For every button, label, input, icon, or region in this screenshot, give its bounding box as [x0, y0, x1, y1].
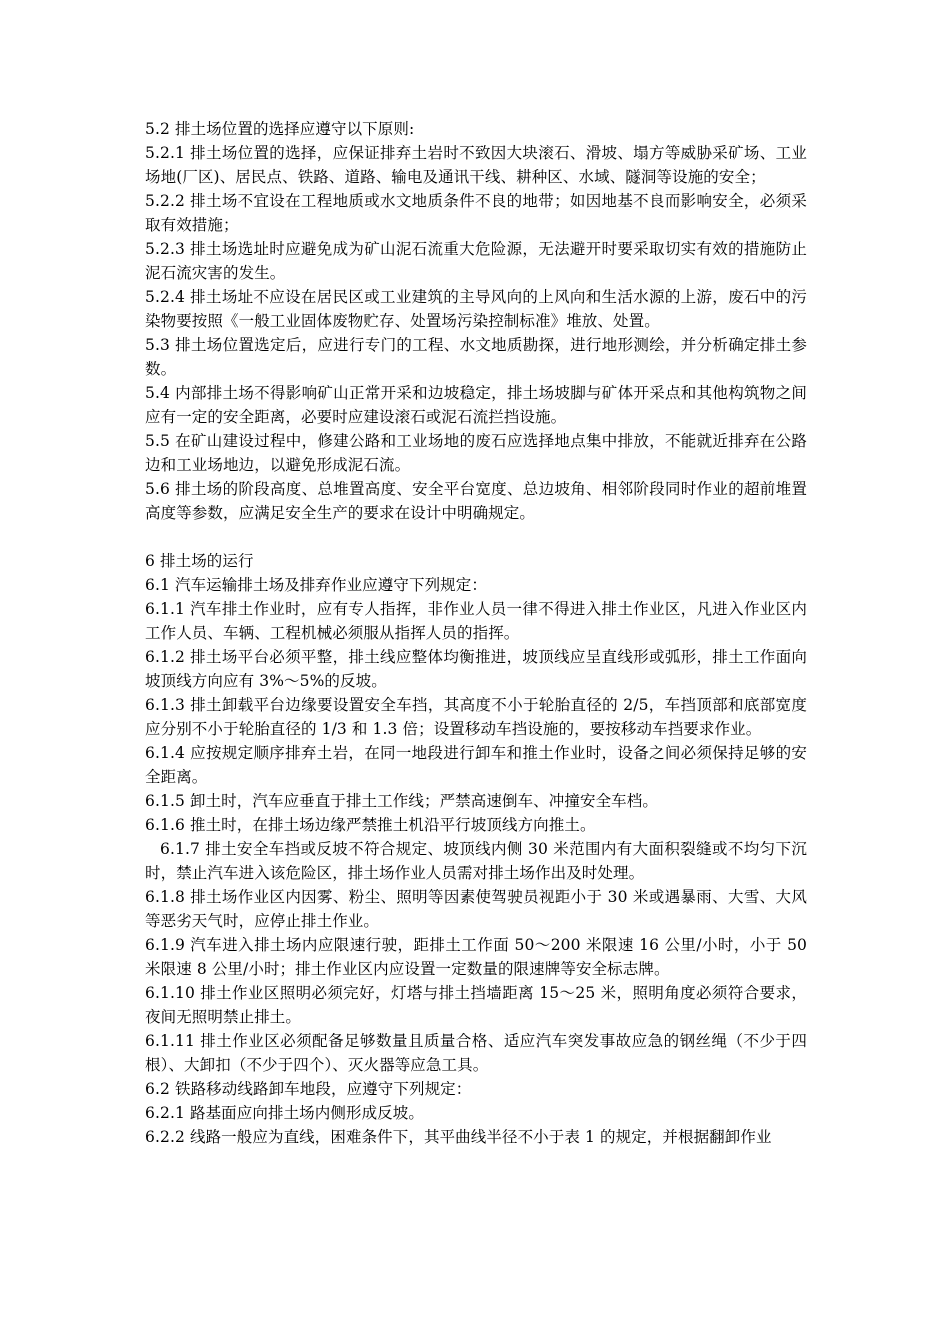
- paragraph-6-1-6: 6.1.6 推土时，在排土场边缘严禁推土机沿平行坡顶线方向推土。: [145, 816, 596, 834]
- paragraph-6-1-4: 6.1.4 应按规定顺序排弃土岩，在同一地段进行卸车和推土作业时，设备之间必须保持足够的安全距离。: [145, 744, 807, 786]
- paragraph-6-1-2: 6.1.2 排土场平台必须平整，排土线应整体均衡推进，坡顶线应呈直线形或弧形，排土工作面向坡顶线方向应有 3%～5%的反坡。: [145, 648, 807, 690]
- paragraph-5-2-3: 5.2.3 排土场选址时应避免成为矿山泥石流重大危险源，无法避开时要采取切实有效的措施防止泥石流灾害的发生。: [145, 240, 807, 282]
- paragraph-6-2: 6.2 铁路移动线路卸车地段，应遵守下列规定：: [145, 1080, 472, 1098]
- paragraph-5-3: 5.3 排土场位置选定后，应进行专门的工程、水文地质勘探，进行地形测绘，并分析确定排土参数。: [145, 336, 807, 378]
- section-spacer: [145, 525, 807, 549]
- paragraph-5-2-1: 5.2.1 排土场位置的选择，应保证排弃土岩时不致因大块滚石、滑坡、塌方等威胁采矿场、工业场地(厂区)、居民点、铁路、道路、输电及通讯干线、耕种区、水域、隧洞等设施的安全；: [145, 144, 807, 186]
- paragraph-6-1-8: 6.1.8 排土场作业区内因雾、粉尘、照明等因素使驾驶员视距小于 30 米或遇暴雨、大雪、大风等恶劣天气时，应停止排土作业。: [145, 888, 807, 930]
- paragraph-6-1-7: 6.1.7 排土安全车挡或反坡不符合规定、坡顶线内侧 30 米范围内有大面积裂缝或不均匀下沉时，禁止汽车进入该危险区，排土场作业人员需对排土场作出及时处理。: [145, 840, 807, 882]
- paragraph-6-2-1: 6.2.1 路基面应向排土场内侧形成反坡。: [145, 1104, 424, 1122]
- paragraph-6-1: 6.1 汽车运输排土场及排弃作业应遵守下列规定：: [145, 576, 487, 594]
- paragraph-5-4: 5.4 内部排土场不得影响矿山正常开采和边坡稳定，排土场坡脚与矿体开采点和其他构筑物之间应有一定的安全距离，必要时应建设滚石或泥石流拦挡设施。: [145, 384, 807, 426]
- paragraph-6-1-3: 6.1.3 排土卸载平台边缘要设置安全车挡，其高度不小于轮胎直径的 2/5，车挡顶部和底部宽度应分别不小于轮胎直径的 1/3 和 1.3 倍；设置移动车挡设施的，要按移动车挡要求作业。: [145, 696, 807, 738]
- paragraph-6-1-10: 6.1.10 排土作业区照明必须完好，灯塔与排土挡墙距离 15～25 米，照明角度必须符合要求，夜间无照明禁止排土。: [145, 984, 807, 1026]
- paragraph-5-2: 5.2 排土场位置的选择应遵守以下原则:: [145, 120, 415, 138]
- document-body: [145, 117, 807, 1149]
- section-heading-6: 6 排土场的运行: [145, 552, 254, 570]
- paragraph-6-1-9: 6.1.9 汽车进入排土场内应限速行驶，距排土工作面 50～200 米限速 16 公里/小时，小于 50 米限速 8 公里/小时；排土作业区内应设置一定数量的限速牌等安全标志牌。: [145, 936, 807, 978]
- paragraph-5-2-4: 5.2.4 排土场址不应设在居民区或工业建筑的主导风向的上风向和生活水源的上游，废石中的污染物要按照《一般工业固体废物贮存、处置场污染控制标准》堆放、处置。: [145, 288, 807, 330]
- paragraph-5-2-2: 5.2.2 排土场不宜设在工程地质或水文地质条件不良的地带；如因地基不良而影响安全，必须采取有效措施；: [145, 192, 807, 234]
- paragraph-6-1-1: 6.1.1 汽车排土作业时，应有专人指挥，非作业人员一律不得进入排土作业区，凡进入作业区内工作人员、车辆、工程机械必须服从指挥人员的指挥。: [145, 600, 807, 642]
- paragraph-6-2-2: 6.2.2 线路一般应为直线，困难条件下，其平曲线半径不小于表 1 的规定，并根据翻卸作业: [145, 1128, 772, 1146]
- paragraph-5-6: 5.6 排土场的阶段高度、总堆置高度、安全平台宽度、总边坡角、相邻阶段同时作业的超前堆置高度等参数，应满足安全生产的要求在设计中明确规定。: [145, 480, 807, 522]
- paragraph-6-1-5: 6.1.5 卸土时，汽车应垂直于排土工作线；严禁高速倒车、冲撞安全车档。: [145, 792, 658, 810]
- paragraph-6-1-11: 6.1.11 排土作业区必须配备足够数量且质量合格、适应汽车突发事故应急的钢丝绳（不少于四根）、大卸扣（不少于四个）、灭火器等应急工具。: [145, 1032, 807, 1074]
- paragraph-5-5: 5.5 在矿山建设过程中，修建公路和工业场地的废石应选择地点集中排放，不能就近排弃在公路边和工业场地边，以避免形成泥石流。: [145, 432, 807, 474]
